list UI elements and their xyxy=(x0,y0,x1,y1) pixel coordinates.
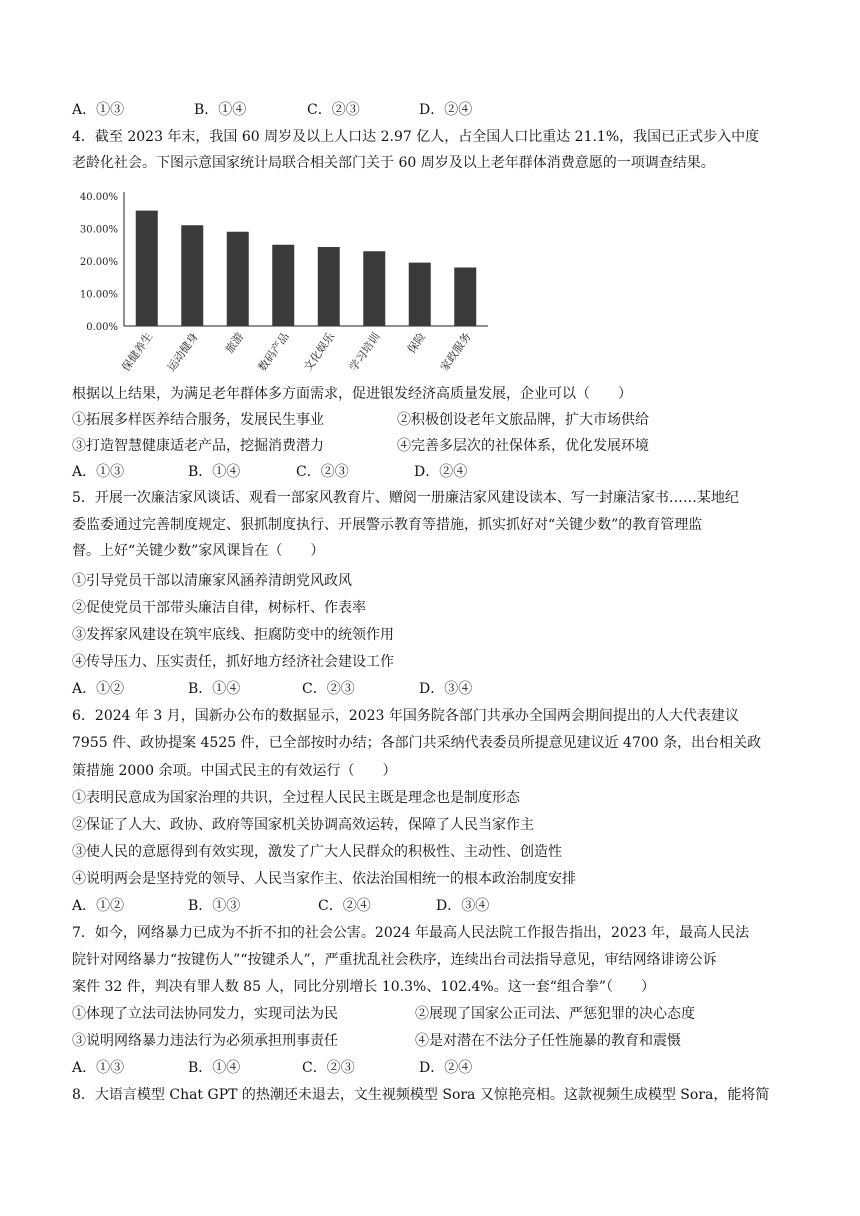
y-tick-label: 40.00% xyxy=(79,192,118,203)
q7-items-row-1 xyxy=(72,1005,792,1023)
bar-1 xyxy=(136,211,158,326)
q6-stem-line-1: 6．2024 年 3 月，国新办公布的数据显示，2023 年国务院各部门共承办全国两会期间提出的人大代表建议 xyxy=(72,708,739,724)
x-category-label: 旅游 xyxy=(222,330,247,356)
x-category-label: 数码产品 xyxy=(255,330,292,374)
q5-item-3: ③发挥家风建设在筑牢底线、拒腐防变中的统领作用 xyxy=(72,627,394,643)
y-tick-label: 10.00% xyxy=(79,289,118,301)
consumption-bar-chart xyxy=(72,182,522,382)
q7-stem-line-1: 7．如今，网络暴力已成为不折不扣的社会公害。2024 年最高人民法院工作报告指出，2023 年，最高人民法 xyxy=(72,925,750,941)
q6-stem-line-3: 策措施 2000 余项。中国式民主的有效运行（ ） xyxy=(72,763,397,779)
q6-options xyxy=(72,897,792,915)
q4-option-c: C．②③ xyxy=(296,464,349,480)
q8-stem-line-1: 8．大语言模型 Chat GPT 的热潮还未退去，文生视频模型 Sora 又惊艳亮相。这款视频生成模型 Sora，能将简 xyxy=(72,1087,770,1103)
q7-option-b: B．①④ xyxy=(188,1060,241,1076)
q4-stem-line-2: 老龄化社会。下图示意国家统计局联合相关部门关于 60 周岁及以上老年群体消费意愿的一项调查结果。 xyxy=(72,155,715,171)
y-tick-label: 20.00% xyxy=(79,257,118,268)
q5-item-1: ①引导党员干部以清廉家风涵养清朗党风政风 xyxy=(72,573,352,589)
q4-option-d: D．②④ xyxy=(414,464,468,480)
q7-stem-line-3: 案件 32 件，判决有罪人数 85 人，同比分别增长 10.3%、102.4%。这一套“组合拳”（ ） xyxy=(72,979,656,995)
q6-stem-line-2: 7955 件、政协提案 4525 件，已全部按时办结；各部门共采纳代表委员所提意见建议近 4700 条，出台相关政 xyxy=(72,735,762,751)
q3-options xyxy=(72,101,792,119)
q5-item-4: ④传导压力、压实责任，抓好地方经济社会建设工作 xyxy=(72,654,394,670)
q3-option-b: B．①④ xyxy=(194,102,247,118)
q4-item-3: ③打造智慧健康适老产品，挖掘消费潜力 xyxy=(72,438,324,454)
y-tick-label: 0.00% xyxy=(86,322,118,333)
q4-option-b: B．①④ xyxy=(188,464,241,480)
bar-6 xyxy=(363,251,385,326)
q6-option-b: B．①③ xyxy=(188,898,241,914)
q7-options xyxy=(72,1059,792,1077)
q6-option-d: D．③④ xyxy=(436,898,490,914)
q7-option-a: A．①③ xyxy=(72,1060,125,1076)
x-category-label: 保健养生 xyxy=(119,330,156,374)
bar-5 xyxy=(318,247,340,326)
q5-option-b: B．①④ xyxy=(188,681,241,697)
q7-option-d: D．②④ xyxy=(419,1060,473,1076)
q3-option-c: C．②③ xyxy=(307,102,360,118)
q4-items-row-1 xyxy=(72,411,792,429)
bar-7 xyxy=(409,263,431,326)
x-category-label: 家政服务 xyxy=(437,330,474,374)
q4-option-a: A．①③ xyxy=(72,464,125,480)
q5-stem-line-3: 督。上好“关键少数”家风课旨在（ ） xyxy=(72,543,325,559)
y-tick-label: 30.00% xyxy=(79,224,118,236)
x-category-label: 文化娱乐 xyxy=(301,330,338,374)
q7-items-row-2 xyxy=(72,1032,792,1050)
q6-item-1: ①表明民意成为国家治理的共识，全过程人民民主既是理念也是制度形态 xyxy=(72,790,520,806)
q6-item-4: ④说明两会是坚持党的领导、人民当家作主、依法治国相统一的根本政治制度安排 xyxy=(72,871,576,887)
q4-question: 根据以上结果，为满足老年群体多方面需求，促进银发经济高质量发展，企业可以（ ） xyxy=(72,386,632,402)
q5-option-d: D．③④ xyxy=(419,681,473,697)
x-category-label: 运动健身 xyxy=(164,330,201,374)
q3-option-a: A．①③ xyxy=(72,102,125,118)
q6-option-a: A．①② xyxy=(72,898,125,914)
x-category-label: 学习培训 xyxy=(346,330,383,374)
bar-3 xyxy=(227,232,249,326)
x-category-label: 保险 xyxy=(404,330,429,356)
q7-stem-line-2: 院针对网络暴力“按键伤人”“按键杀人”，严重扰乱社会秩序，连续出台司法指导意见，审结网络诽谤公诉 xyxy=(72,952,717,968)
q4-item-1: ①拓展多样医养结合服务，发展民生事业 xyxy=(72,412,324,428)
q7-item-3: ③说明网络暴力违法行为必须承担刑事责任 xyxy=(72,1033,338,1049)
bar-4 xyxy=(272,245,294,326)
q6-item-3: ③使人民的意愿得到有效实现，激发了广大人民群众的积极性、主动性、创造性 xyxy=(72,844,562,860)
q4-options xyxy=(72,463,792,481)
q3-option-d: D．②④ xyxy=(419,102,473,118)
q4-stem-line-1: 4．截至 2023 年末，我国 60 周岁及以上人口达 2.97 亿人，占全国人口比重达 21.1%，我国已正式步入中度 xyxy=(72,129,760,145)
q7-item-1: ①体现了立法司法协同发力，实现司法为民 xyxy=(72,1006,338,1022)
q4-item-2: ②积极创设老年文旅品牌，扩大市场供给 xyxy=(397,412,649,428)
q5-stem-line-1: 5．开展一次廉洁家风谈话、观看一部家风教育片、赠阅一册廉洁家风建设读本、写一封廉洁家书……某地纪 xyxy=(72,490,739,506)
q7-item-2: ②展现了国家公正司法、严惩犯罪的决心态度 xyxy=(415,1006,695,1022)
q7-option-c: C．②③ xyxy=(302,1060,355,1076)
q6-item-2: ②保证了人大、政协、政府等国家机关协调高效运转，保障了人民当家作主 xyxy=(72,817,534,833)
q5-option-a: A．①② xyxy=(72,681,125,697)
bar-2 xyxy=(181,225,203,326)
q7-item-4: ④是对潜在不法分子任性施暴的教育和震慑 xyxy=(415,1033,681,1049)
q4-item-4: ④完善多层次的社保体系，优化发展环境 xyxy=(397,438,649,454)
bar-8 xyxy=(454,268,476,327)
q5-item-2: ②促使党员干部带头廉洁自律，树标杆、作表率 xyxy=(72,600,366,616)
q6-option-c: C．②④ xyxy=(318,898,371,914)
q4-items-row-2 xyxy=(72,437,792,455)
q5-stem-line-2: 委监委通过完善制度规定、狠抓制度执行、开展警示教育等措施，抓实抓好对“关键少数”的教育管理监 xyxy=(72,517,703,533)
q5-option-c: C．②③ xyxy=(302,681,355,697)
q5-options xyxy=(72,680,792,698)
